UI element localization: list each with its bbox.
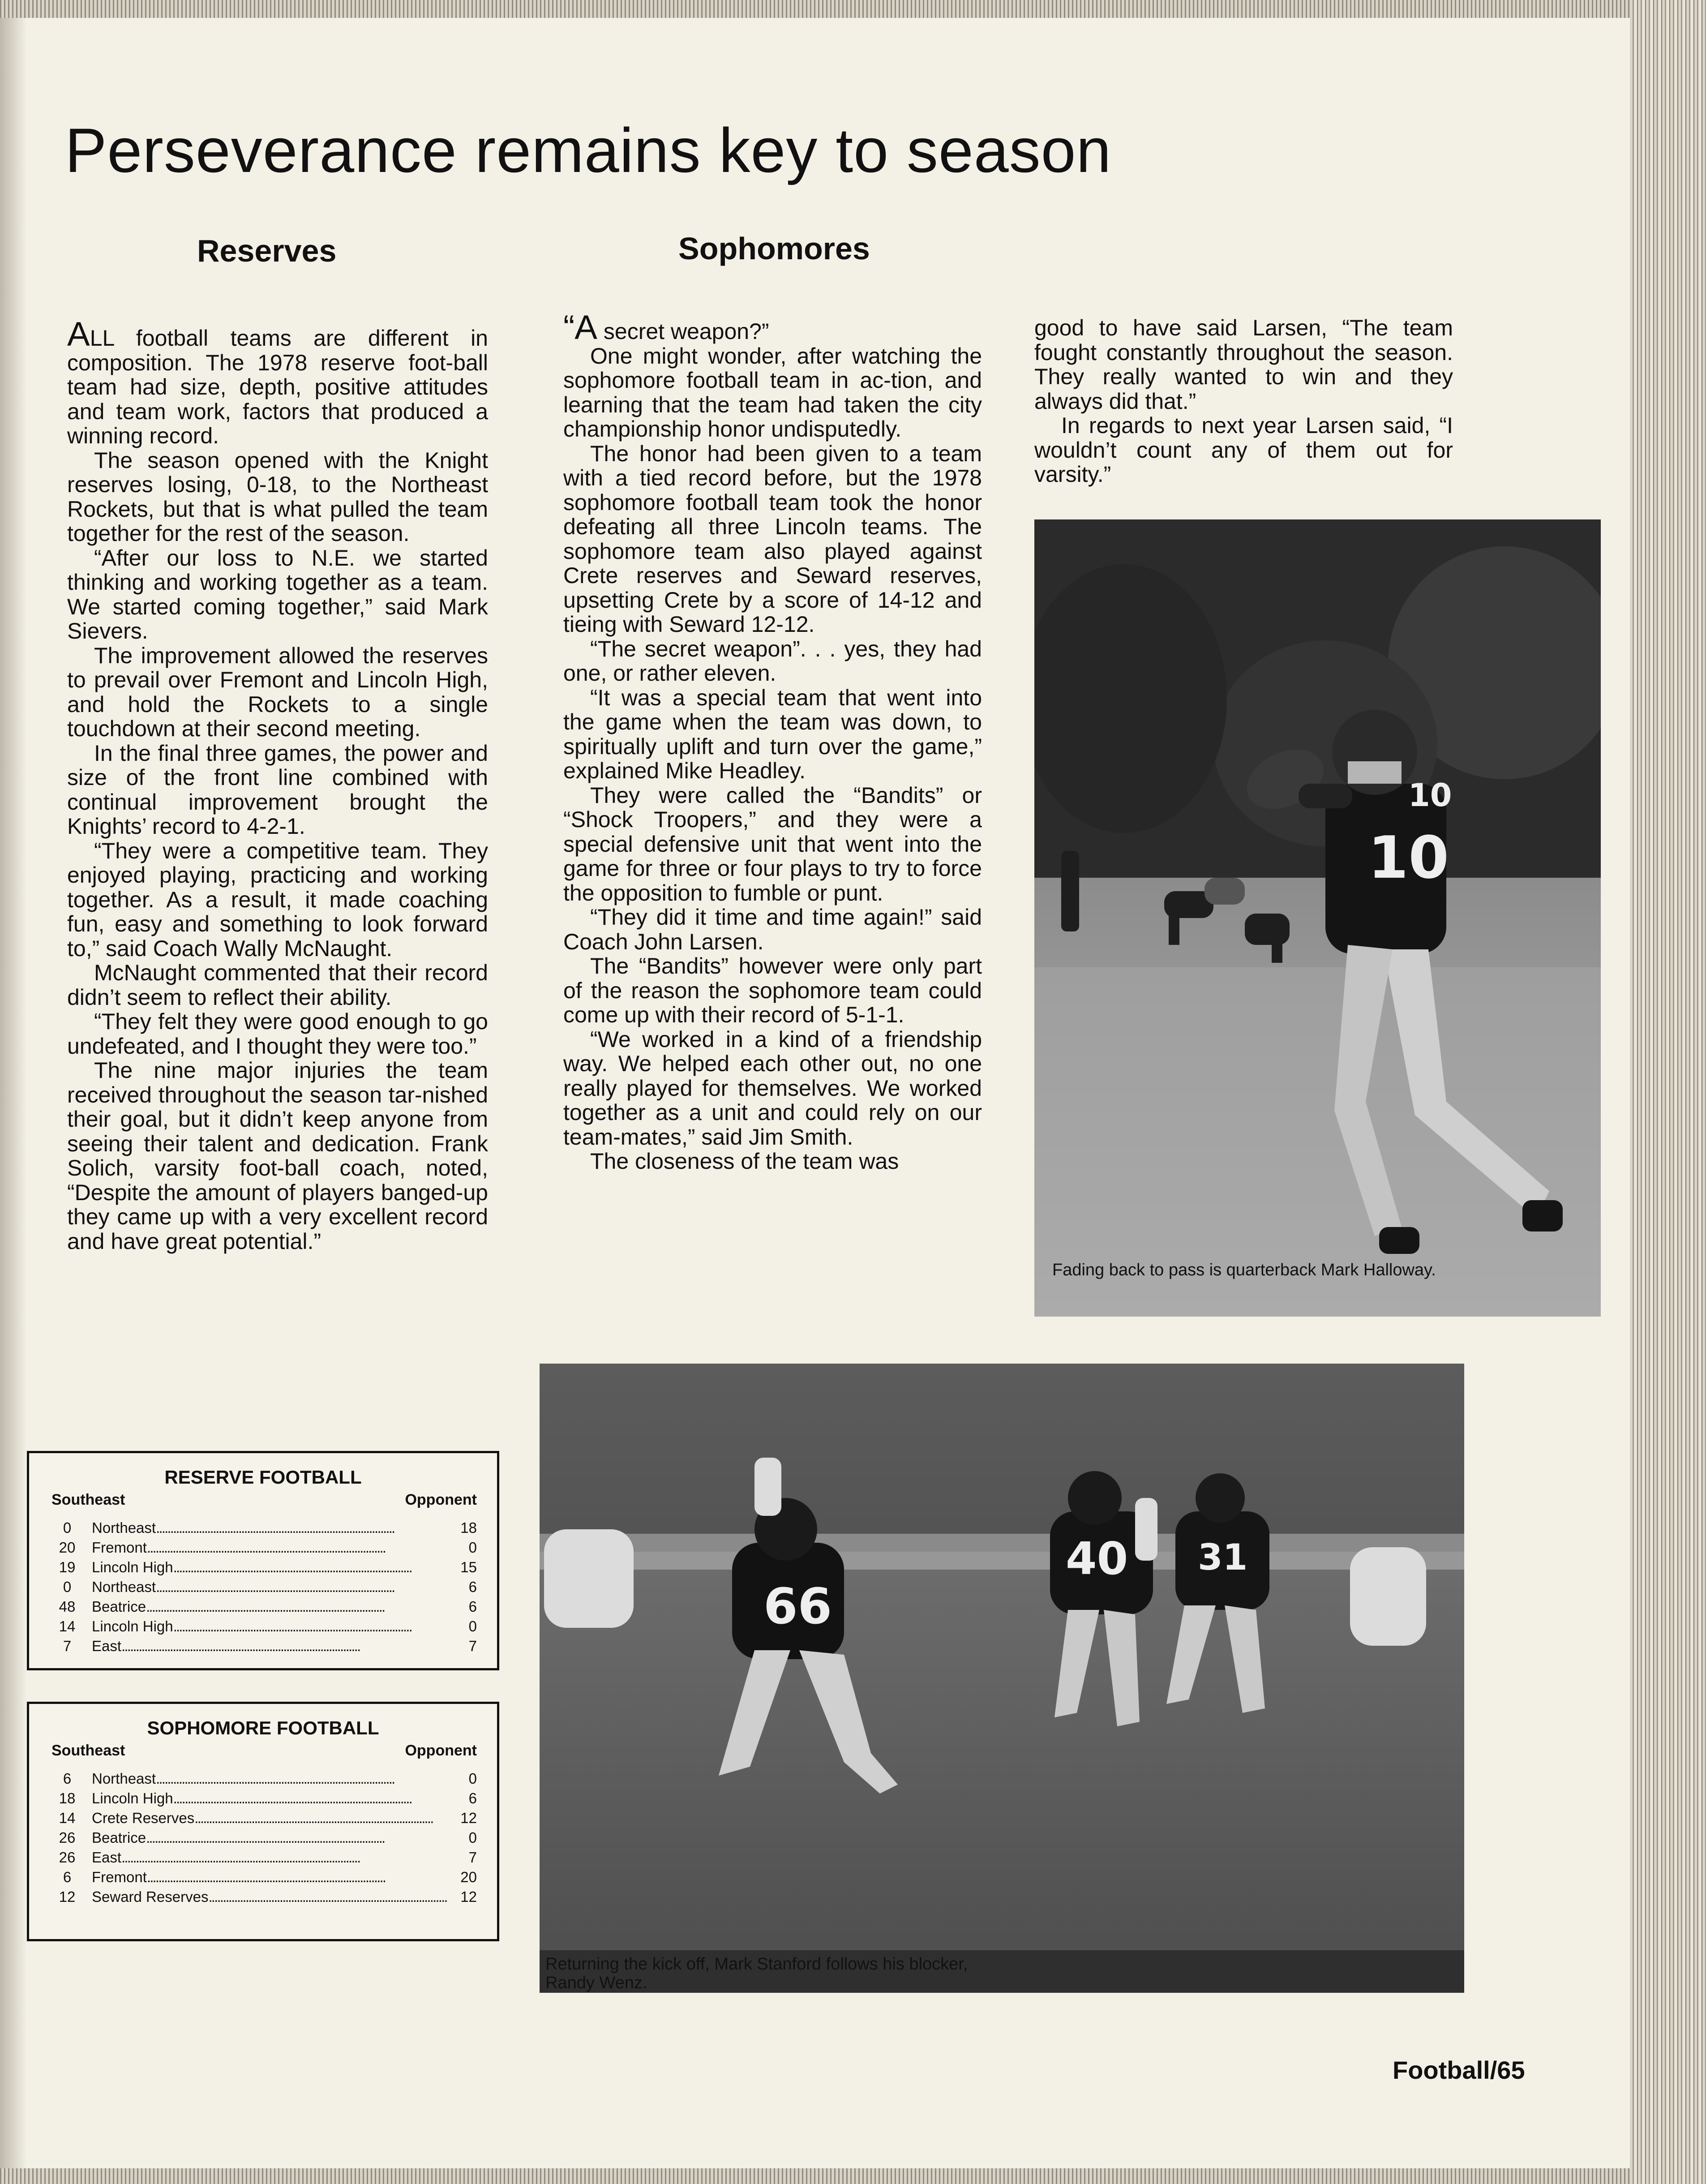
article-paragraph: “After our loss to N.E. we started thinking and working together as a team. We started coming together,” said Mark Sievers.	[67, 545, 488, 644]
article-paragraph: The “Bandits” however were only part of the reason the sophomore team could come up with their record of 5-1-1.	[563, 953, 982, 1027]
southeast-score: 7	[63, 1638, 72, 1654]
qb-jersey-number: 10	[1408, 777, 1452, 814]
book-spine-edge	[1630, 0, 1706, 2184]
opponent-header: Opponent	[405, 1742, 477, 1759]
score-rows	[43, 1518, 486, 1656]
sophomores-article-continued	[1034, 316, 1453, 487]
player-31-number: 31	[1198, 1536, 1248, 1578]
table-row	[43, 1887, 486, 1907]
reserves-article	[67, 315, 488, 1254]
table-row	[43, 1597, 486, 1617]
table-row	[43, 1808, 486, 1828]
kick-return-photo-image	[540, 1364, 1464, 1993]
bottom-scan-edge	[0, 2168, 1630, 2184]
table-row	[43, 1538, 486, 1558]
dot-leader	[173, 1558, 454, 1577]
article-paragraph: In regards to next year Larsen said, “I wouldn’t count any of them out for varsity.”	[1034, 413, 1453, 487]
article-paragraph: “They did it time and time again!” said Coach John Larsen.	[563, 905, 982, 954]
dot-leader	[147, 1867, 454, 1887]
opponent-score: 0	[468, 1829, 477, 1846]
opponent-score: 12	[460, 1888, 477, 1905]
drop-cap: “A	[563, 309, 597, 347]
table-row	[43, 1848, 486, 1867]
dot-leader	[156, 1518, 454, 1538]
article-paragraph: The nine major injuries the team received throughout the season tar-nished their goal, but it didn’t keep anyone from seeing their talent and dedication. Frank Solich, varsity foot-ball coach, noted, “Despite the amount of players banged-up they came up with a very excellent record and have great potential.”	[67, 1058, 488, 1254]
southeast-score: 0	[63, 1519, 72, 1536]
southeast-score: 0	[63, 1579, 72, 1595]
quarterback-caption: Fading back to pass is quarterback Mark Halloway.	[1052, 1261, 1436, 1279]
table-row	[43, 1518, 486, 1538]
table-row	[43, 1636, 486, 1656]
opponent-score: 0	[468, 1770, 477, 1787]
southeast-score: 26	[59, 1829, 76, 1846]
sophomores-heading: Sophomores	[678, 231, 870, 266]
article-paragraph: “The secret weapon”. . . yes, they had one, or rather eleven.	[563, 636, 982, 686]
article-paragraph: One might wonder, after watching the sophomore football team in ac-tion, and learning that the team had taken the city championship honor undisputedly.	[563, 343, 982, 442]
opponent-name: Northeast	[92, 1519, 156, 1536]
dot-leader	[146, 1597, 454, 1617]
quarterback-photo	[1034, 519, 1601, 1317]
southeast-score: 6	[63, 1770, 72, 1787]
southeast-header: Southeast	[51, 1491, 125, 1508]
article-paragraph: “They felt they were good enough to go undefeated, and I thought they were too.”	[67, 1009, 488, 1059]
southeast-header: Southeast	[51, 1742, 125, 1759]
page-gutter-shadow	[0, 0, 27, 2184]
opponent-name: Northeast	[92, 1579, 156, 1595]
table-row	[43, 1867, 486, 1887]
dot-leader	[208, 1887, 454, 1907]
reserves-heading: Reserves	[197, 233, 337, 268]
paragraph-text: LL football teams are different in composition. The 1978 reserve foot-ball team had size, depth, positive attitudes and team work, factors that produced a winning record.	[67, 326, 488, 448]
dot-leader	[156, 1769, 454, 1789]
table-row	[43, 1617, 486, 1636]
sophomores-article	[563, 309, 982, 1174]
table-title: SOPHOMORE FOOTBALL	[147, 1717, 379, 1738]
sophomore-football-scoreboard	[27, 1702, 499, 1941]
opponent-name: Beatrice	[92, 1829, 146, 1846]
article-paragraph: The closeness of the team was	[590, 1149, 899, 1174]
southeast-score: 14	[59, 1618, 76, 1635]
player-66-number: 66	[763, 1578, 832, 1635]
table-row	[43, 1789, 486, 1808]
drop-cap: A	[67, 315, 90, 353]
opponent-name: Northeast	[92, 1770, 156, 1787]
score-rows	[43, 1769, 486, 1907]
opponent-score: 6	[468, 1579, 477, 1595]
southeast-score: 6	[63, 1869, 72, 1885]
opponent-score: 6	[468, 1598, 477, 1615]
southeast-score: 48	[59, 1598, 76, 1615]
table-row	[43, 1577, 486, 1597]
opponent-score: 18	[460, 1519, 477, 1536]
article-paragraph: They were called the “Bandits” or “Shock Troopers,” and they were a special defensive unit that went into the game for three or four plays to try to force the opposition to fumble or punt.	[563, 782, 982, 905]
dot-leader	[121, 1848, 454, 1867]
opponent-score: 0	[468, 1618, 477, 1635]
table-title: RESERVE FOOTBALL	[164, 1467, 362, 1488]
article-paragraph: “It was a special team that went into the game when the team was down, to spiritually uplift and turn over the game,” explained Mike Headley.	[563, 685, 982, 783]
dot-leader	[147, 1538, 454, 1558]
opponent-name: Fremont	[92, 1869, 147, 1885]
opponent-name: East	[92, 1638, 122, 1654]
dot-leader	[194, 1808, 454, 1828]
top-scan-edge	[0, 0, 1630, 18]
article-paragraph: good to have said Larsen, “The team fought constantly throughout the season. They really wanted to win and they always did that.”	[1034, 315, 1453, 414]
opponent-score: 7	[468, 1849, 477, 1866]
opponent-name: Seward Reserves	[92, 1888, 209, 1905]
dot-leader	[121, 1636, 454, 1656]
southeast-score: 20	[59, 1539, 76, 1556]
southeast-score: 26	[59, 1849, 76, 1866]
opponent-name: Lincoln High	[92, 1559, 173, 1575]
kick-return-photo	[540, 1364, 1464, 1993]
opponent-name: Fremont	[92, 1539, 147, 1556]
southeast-score: 14	[59, 1810, 76, 1826]
kick-return-caption: Returning the kick off, Mark Stanford follows his blocker, Randy Wenz.	[545, 1955, 968, 1992]
southeast-score: 12	[59, 1888, 76, 1905]
opponent-name: East	[92, 1849, 122, 1866]
table-row	[43, 1828, 486, 1848]
opponent-score: 7	[468, 1638, 477, 1654]
reserve-football-scoreboard	[27, 1451, 499, 1670]
opponent-header: Opponent	[405, 1491, 477, 1508]
opponent-score: 12	[460, 1810, 477, 1826]
article-paragraph	[67, 315, 488, 448]
opponent-score: 20	[460, 1869, 477, 1885]
dot-leader	[146, 1828, 454, 1848]
dot-leader	[156, 1577, 454, 1597]
article-paragraph: In the final three games, the power and size of the front line combined with continual improvement brought the Knights’ record to 4-2-1.	[67, 740, 488, 839]
article-paragraph: The season opened with the Knight reserves losing, 0-18, to the Northeast Rockets, but that is what pulled the team together for the rest of the season.	[67, 447, 488, 546]
opponent-name: Crete Reserves	[92, 1810, 195, 1826]
opponent-score: 6	[468, 1790, 477, 1806]
opponent-name: Beatrice	[92, 1598, 146, 1615]
player-40-number: 40	[1066, 1532, 1128, 1585]
article-paragraph: McNaught commented that their record didn’t seem to reflect their ability.	[67, 960, 488, 1010]
article-paragraph: The honor had been given to a team with a tied record before, but the 1978 sophomore football team took the honor defeating all three Lincoln teams. The sophomore team also played against Crete reserves and Seward reserves, upsetting Crete by a score of 14-12 and tieing with Seward 12-12.	[563, 441, 982, 637]
quarterback-photo-image	[1034, 519, 1601, 1317]
dot-leader	[173, 1617, 454, 1636]
table-row	[43, 1558, 486, 1577]
southeast-score: 19	[59, 1559, 76, 1575]
article-paragraph: “They were a competitive team. They enjoyed playing, practicing and working together. As a result, it made coaching fun, easy and something to look forward to,” said Coach Wally McNaught.	[67, 838, 488, 961]
opponent-name: Lincoln High	[92, 1618, 173, 1635]
paragraph-text: secret weapon?”	[597, 319, 769, 344]
qb-jersey-number-front: 10	[1368, 824, 1449, 892]
article-paragraph: “We worked in a kind of a friendship way. We helped each other out, no one really played for themselves. We worked together as a unit and could rely on our team-mates,” said Jim Smith.	[563, 1026, 982, 1150]
page-title: Perseverance remains key to season	[65, 115, 1112, 185]
opponent-score: 0	[468, 1539, 477, 1556]
page-folio: Football/65	[1393, 2056, 1525, 2084]
article-paragraph: The improvement allowed the reserves to prevail over Fremont and Lincoln High, and hold the Rockets to a single touchdown at their second meeting.	[67, 643, 488, 741]
dot-leader	[173, 1789, 454, 1808]
opponent-name: Lincoln High	[92, 1790, 173, 1806]
article-paragraph	[563, 309, 982, 347]
table-row	[43, 1769, 486, 1789]
southeast-score: 18	[59, 1790, 76, 1806]
opponent-score: 15	[460, 1559, 477, 1575]
